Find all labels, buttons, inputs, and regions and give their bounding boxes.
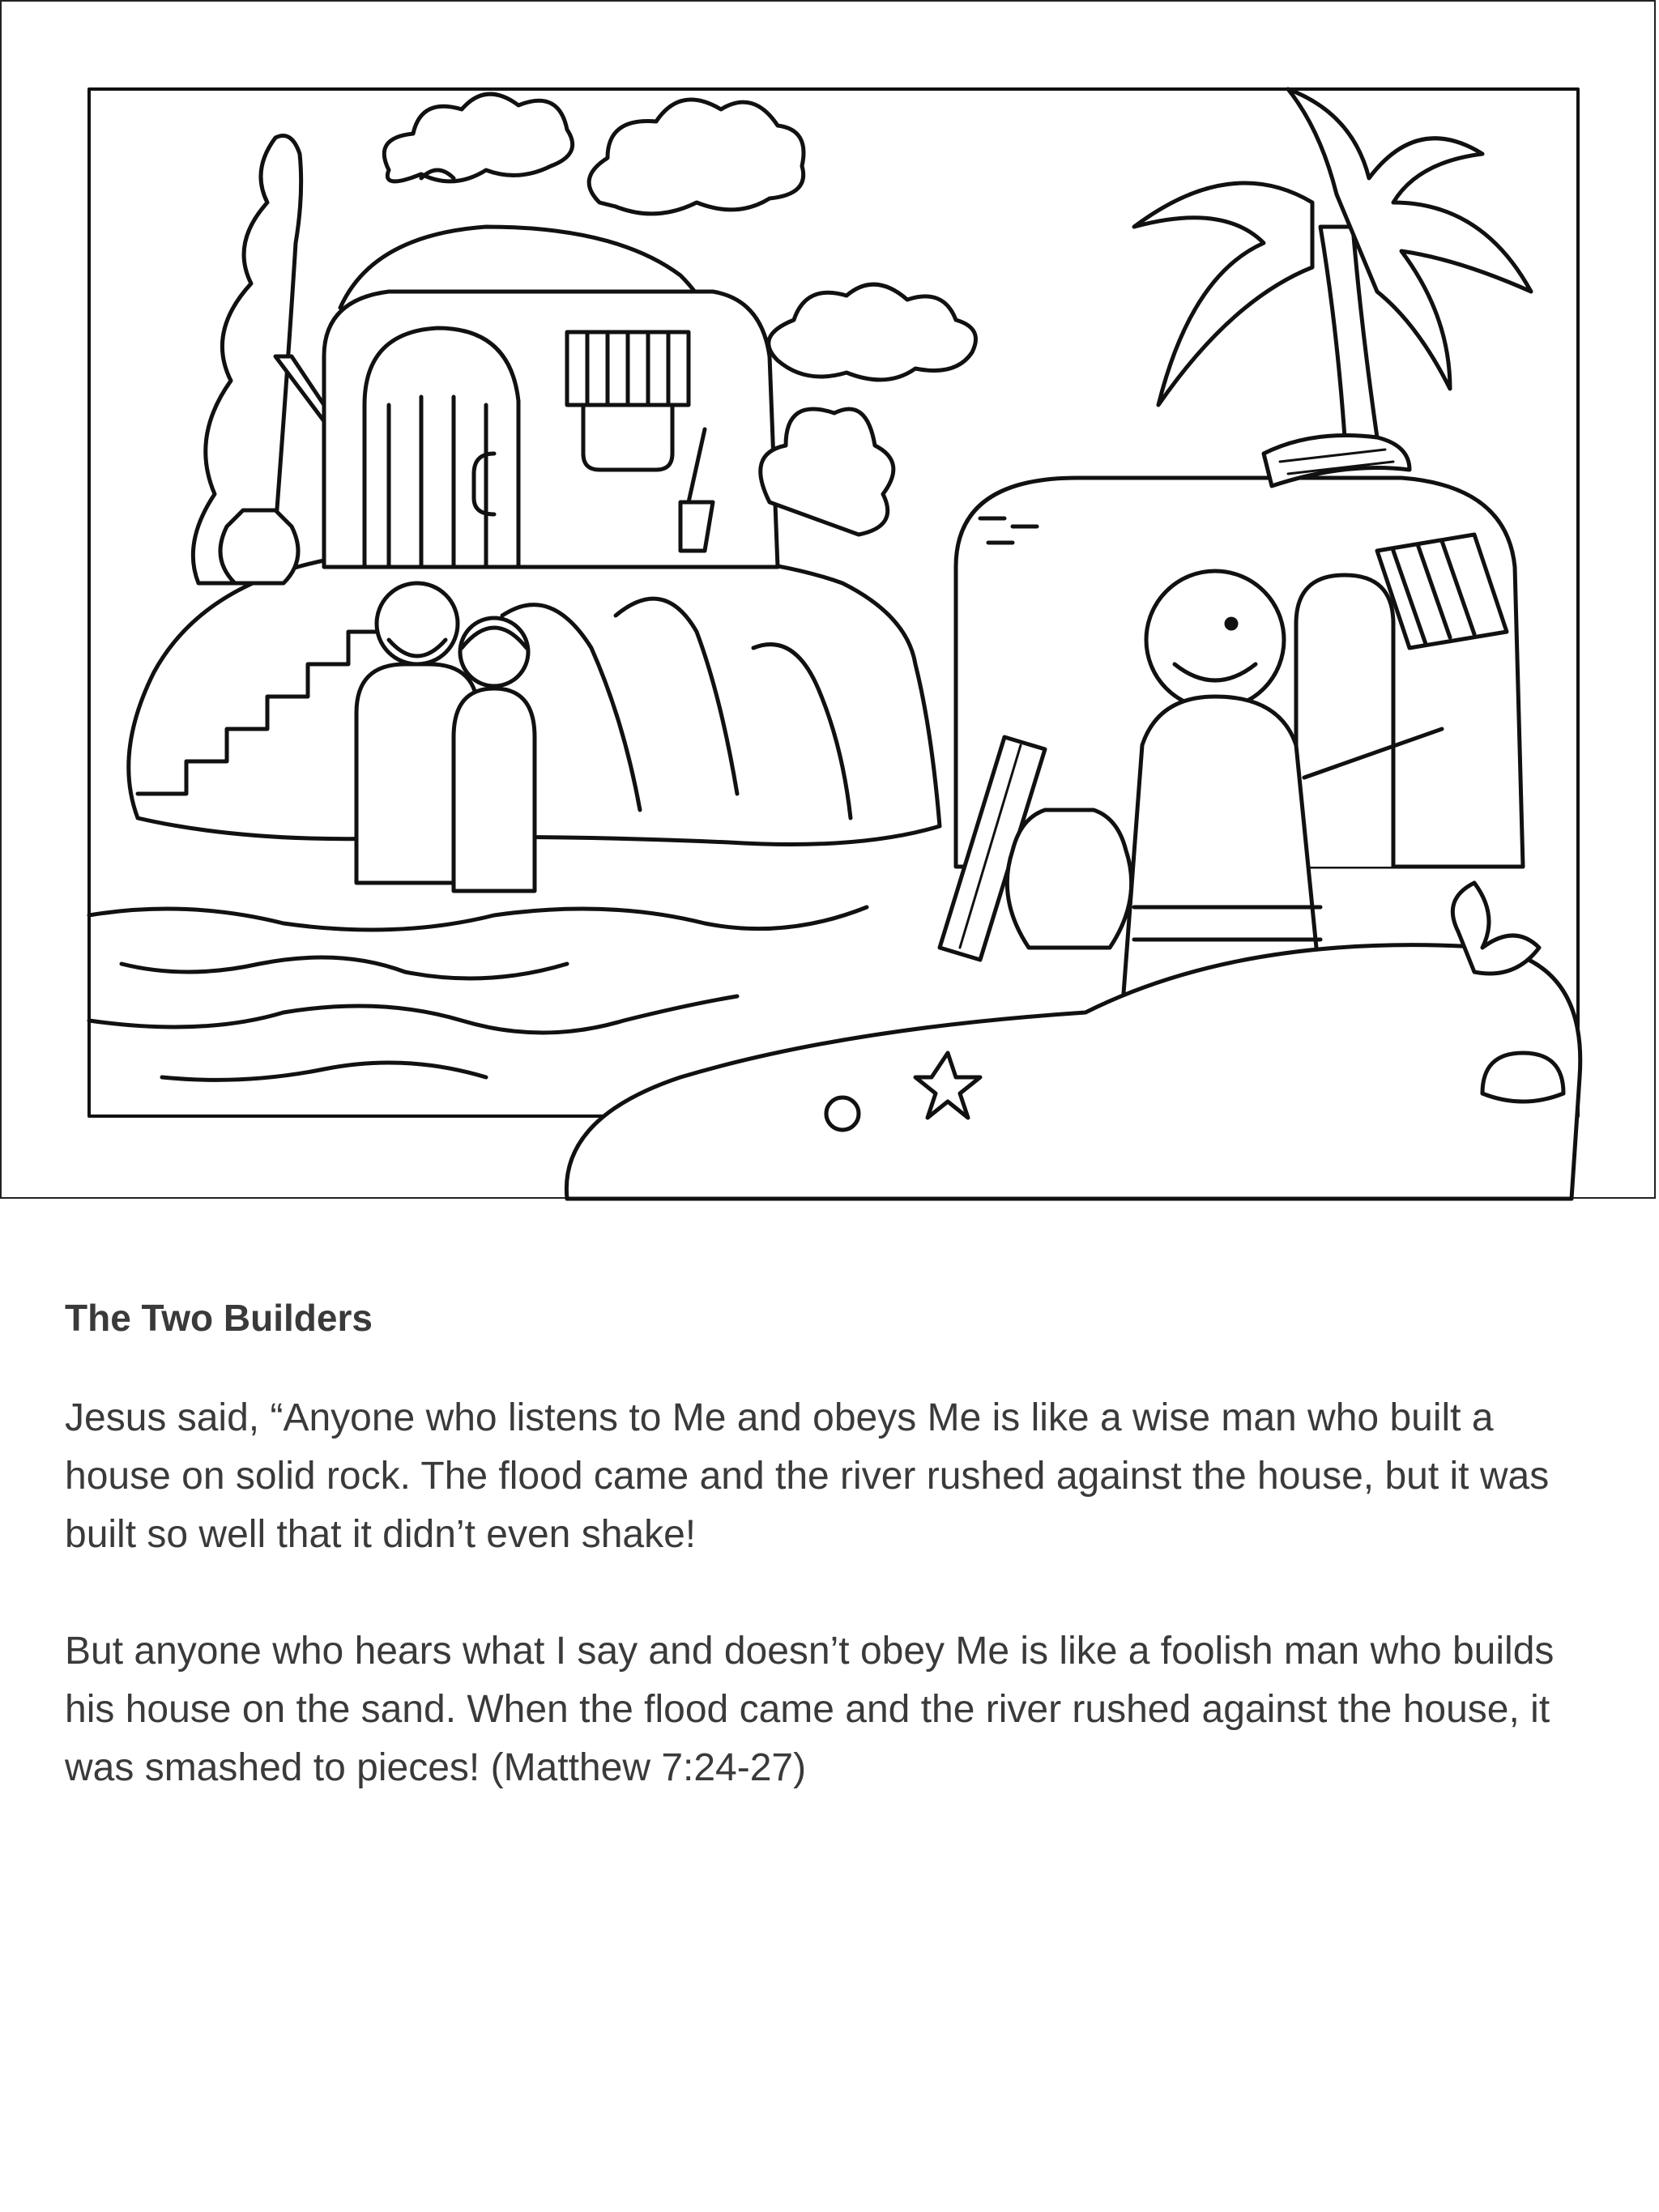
cloud-left [384, 94, 572, 181]
palm-tree [1134, 89, 1531, 437]
story-text-block [65, 1296, 1604, 1856]
water-jar [1007, 810, 1131, 948]
story-paragraph-2: But anyone who hears what I say and doesn’t obey Me is like a foolish man who builds his house on the sand. When the flood came and the river rushed against the house, it was smashed to pieces! (Matthew 7:24-27) [65, 1630, 1555, 1790]
bush-left [761, 409, 893, 535]
story-paragraph-1: Jesus said, “Anyone who listens to Me and obeys Me is like a wise man who built a house on solid rock. The flood came and the river rushed against the house, but it was built so well that it didn’t even shake! [65, 1396, 1550, 1557]
crab [1482, 1053, 1563, 1102]
river-water [89, 907, 867, 1080]
seashell [826, 1097, 859, 1130]
cloud-middle [589, 100, 804, 214]
older-couple [356, 583, 535, 891]
cloud-right [769, 284, 976, 380]
story-title: The Two Builders [65, 1297, 373, 1339]
sandy-shore [566, 945, 1580, 1199]
